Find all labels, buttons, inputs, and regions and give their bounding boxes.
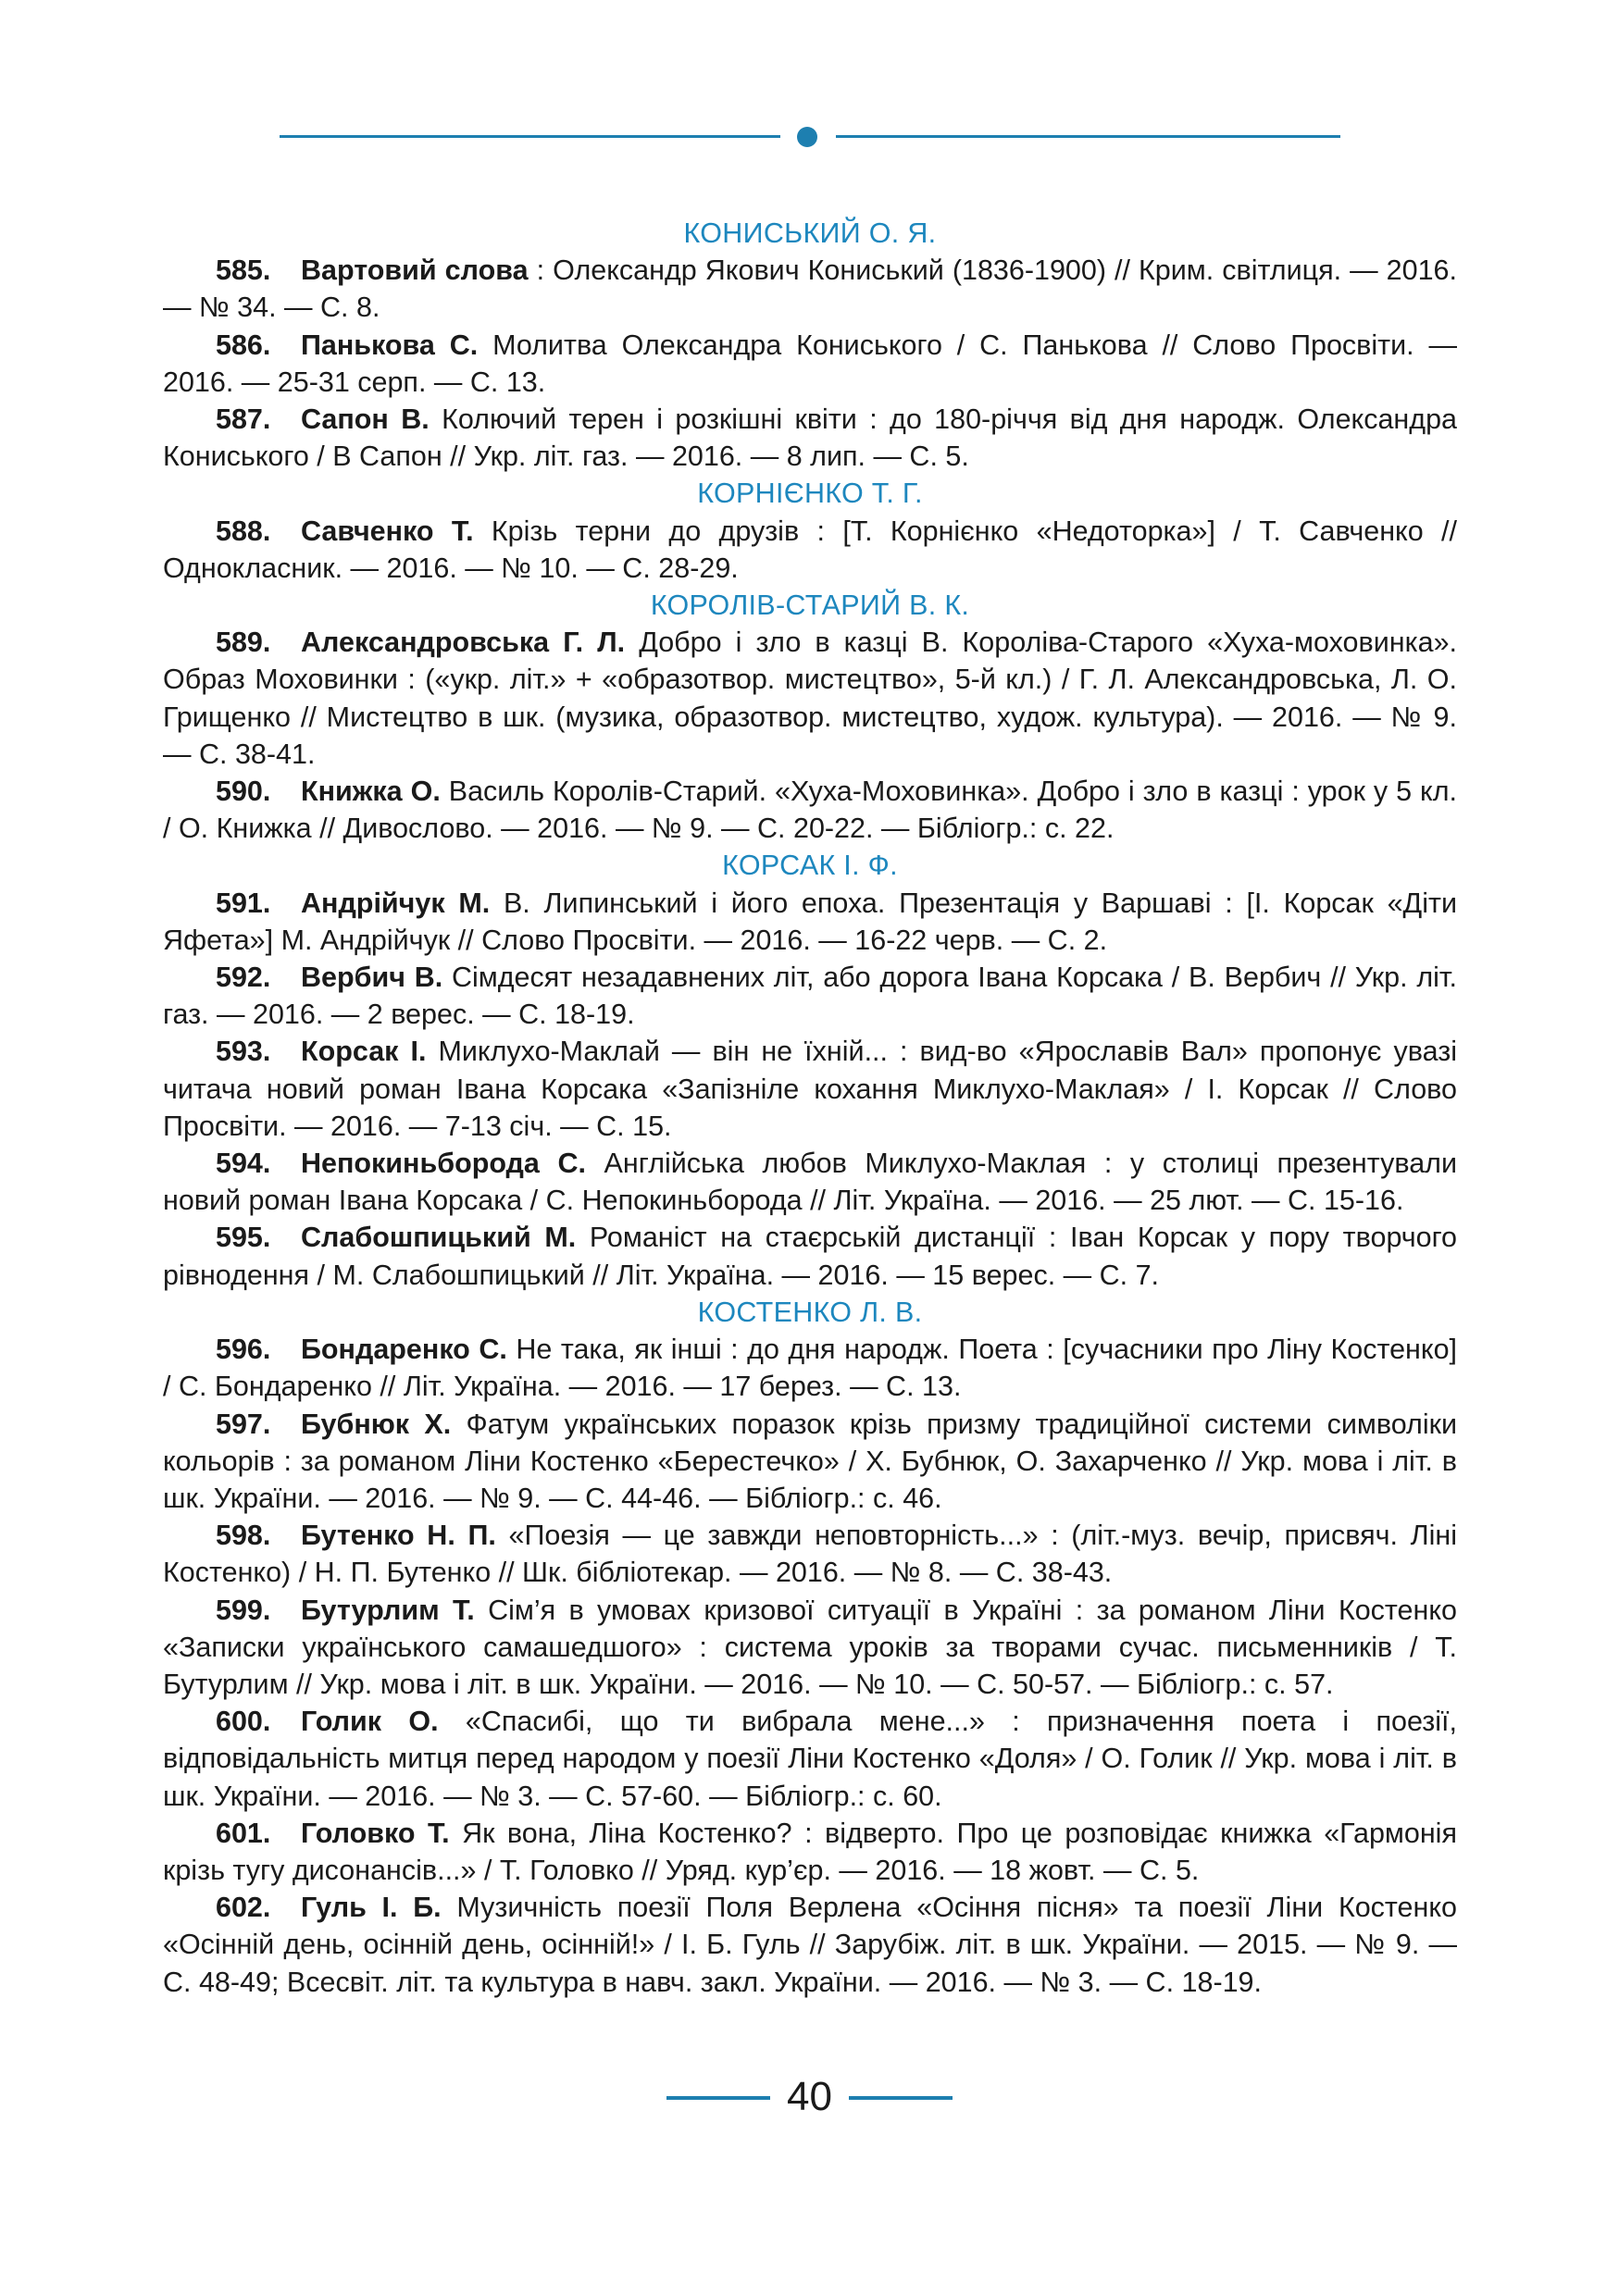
entry-author: Книжка О. [301,776,441,808]
page-number: 40 [787,2074,832,2119]
entry-number: 592. [216,962,271,994]
entry-number: 586. [216,329,271,361]
entry-text: Фатум українських поразок крізь призму традиційної системи символіки кольорів : за романом Ліни Костенко «Берестечко» / Х. Бубнюк, О. Захарченко // Укр. мова і літ. в шк. України. — 2016. — № 9. — С. 44-46. — Бібліогр.: с. 46. [163,1408,1457,1514]
bibliography-entry [163,1592,1457,1704]
bibliography-entry [163,401,1457,475]
bibliography-entry [163,327,1457,401]
section-heading: КОНИСЬКИЙ О. Я. [683,217,937,249]
header-dot-ornament [797,127,817,147]
entry-author: Гуль І. Б. [301,1892,442,1924]
bibliography-entry [163,885,1457,959]
entry-text: Василь Королів-Старий. «Хуха-Моховинка». Добро і зло в казці : урок у 5 кл. / О. Книжка // Дивослово. — 2016. — № 9. — С. 20-22. — Бібліогр.: с. 22. [163,776,1457,845]
entry-author: Андрійчук М. [301,887,491,919]
entry-text: Романіст на стаєрській дистанції : Іван Корсак у пору творчого рівнодення / М. Слабошпицький // Літ. Україна. — 2016. — 15 верес. — С. 7. [163,1222,1458,1291]
section-heading: КОСТЕНКО Л. В. [697,1296,923,1328]
entry-number: 596. [216,1334,271,1366]
entry-number: 595. [216,1222,271,1254]
bibliography-entry [163,624,1457,773]
bibliography-entry [163,1406,1457,1518]
entry-text: : Олександр Якович Кониський (1836-1900) // Крим. світлиця. — 2016. — № 34. — С. 8. [163,254,1457,324]
section-heading: КОРНІЄНКО Т. Г. [697,478,923,510]
entry-text: Добро і зло в казці В. Короліва-Старого «Хуха-моховинка». Образ Моховинки : («укр. літ.» + «образотвор. мистецтво», 5-й кл.) / Г. Л. Александровська, Л. О. Грищенко // Мистецтво в шк. (музика, образотвор. мистецтво, худож. культура). — 2016. — № 9. — С. 38-41. [163,627,1458,770]
entry-text: Колючий терен і розкішні квіти : до 180-річчя від дня народж. Олександра Кониського / В Сапон // Укр. літ. газ. — 2016. — 8 лип. — С. 5. [163,403,1457,473]
section-heading: КОРОЛІВ-СТАРИЙ В. К. [650,590,970,622]
entry-text: Не така, як інші : до дня народж. Поета : [сучасники про Ліну Костенко] / С. Бондаренко // Літ. Україна. — 2016. — 17 берез. — С. 13. [163,1334,1458,1403]
bibliography-entry [163,1331,1457,1405]
entry-author: Вербич В. [301,962,443,994]
entry-author: Бутенко Н. П. [301,1520,496,1552]
entry-author: Непокиньборода С. [301,1148,586,1180]
bibliography-entry [163,1145,1457,1219]
entry-number: 599. [216,1594,271,1626]
entry-number: 602. [216,1892,271,1924]
bibliography-entry [163,1517,1457,1591]
entry-author: Савченко Т. [301,515,474,547]
entry-number: 594. [216,1148,271,1180]
bibliography-content [163,215,1457,2001]
bibliography-entry [163,1219,1457,1293]
entry-author: Бубнюк Х. [301,1408,452,1440]
footer-rule-right [849,2096,953,2100]
bibliography-entry [163,1033,1457,1145]
bibliography-entry [163,1815,1457,1889]
entry-text: Сім’я в умовах кризової ситуації в Україні : за романом Ліни Костенко «Записки українського самашедшого» : система уроків за творами сучас. письменників / Т. Бутурлим // Укр. мова і літ. в шк. України. — 2016. — № 10. — С. 50-57. — Бібліогр.: с. 57. [163,1594,1458,1700]
entry-number: 597. [216,1408,271,1440]
entry-text: Як вона, Ліна Костенко? : відверто. Про це розповідає книжка «Гармонія крізь тугу дисонансів...» / Т. Головко // Уряд. кур’єр. — 2016. — 18 жовт. — С. 5. [163,1817,1457,1886]
header-rule-right [836,135,1340,138]
entry-number: 588. [216,515,271,547]
bibliography-entry [163,1889,1457,2001]
entry-text: Музичність поезії Поля Верлена «Осіння пісня» та поезії Ліни Костенко «Осінній день, осінній день, осінній!» / І. Б. Гуль // Зарубіж. літ. в шк. України. — 2015. — № 9. — С. 48-49; Всесвіт. літ. та культура в навч. закл. України. — 2016. — № 3. — С. 18-19. [163,1892,1458,1998]
bibliography-entry [163,513,1457,587]
entry-text: «Поезія — це завжди неповторність...» : (літ.-муз. вечір, присвяч. Ліні Костенко) / Н. П. Бутенко // Шк. бібліотекар. — 2016. — № 8. — С. 38-43. [163,1520,1458,1589]
entry-number: 598. [216,1520,271,1552]
entry-text: Крізь терни до друзів : [Т. Корнієнко «Недоторка»] / Т. Савченко // Однокласник. — 2016. — № 10. — С. 28-29. [163,515,1457,584]
entry-author: Вартовий слова [301,254,529,287]
entry-text: «Спасибі, що ти вибрала мене...» : призначення поета і поезії, відповідальність митця перед народом у поезії Ліни Костенко «Доля» / О. Голик // Укр. мова і літ. в шк. України. — 2016. — № 3. — С. 57-60. — Бібліогр.: с. 60. [163,1706,1457,1812]
section-heading: КОРСАК І. Ф. [722,850,898,882]
entry-number: 600. [216,1706,271,1738]
entry-author: Головко Т. [301,1817,450,1849]
entry-author: Сапон В. [301,403,430,436]
entry-number: 587. [216,403,271,436]
entry-author: Бондаренко С. [301,1334,507,1366]
entry-number: 601. [216,1817,271,1849]
entry-text: Сімдесят незадавнених літ, або дорога Івана Корсака / В. Вербич // Укр. літ. газ. — 2016. — 2 верес. — С. 18-19. [163,962,1457,1031]
entry-text: Молитва Олександра Кониського / С. Панькова // Слово Просвіти. — 2016. — 25-31 серп. — С. 13. [163,329,1457,398]
header-rule-left [280,135,780,138]
entry-author: Голик О. [301,1706,439,1738]
entry-number: 585. [216,254,271,287]
entry-number: 590. [216,776,271,808]
entry-number: 591. [216,887,271,919]
entry-author: Панькова С. [301,329,479,361]
entry-author: Корсак І. [301,1036,427,1068]
entry-text: Миклухо-Маклай — він не їхній... : вид-во «Ярославів Вал» пропонує увазі читача новий роман Івана Корсака «Запізніле кохання Миклухо-Маклая» / І. Корсак // Слово Просвіти. — 2016. — 7-13 січ. — С. 15. [163,1036,1457,1142]
entry-author: Бутурлим Т. [301,1594,475,1626]
entry-text: Англійська любов Миклухо-Маклая : у столиці презентували новий роман Івана Корсака / С. Непокиньборода // Літ. Україна. — 2016. — 25 лют. — С. 15-16. [163,1148,1457,1217]
entry-text: В. Липинський і його епоха. Презентація у Варшаві : [І. Корсак «Діти Яфета»] М. Андрійчук // Слово Просвіти. — 2016. — 16-22 черв. — С. 2. [163,887,1457,956]
entry-number: 593. [216,1036,271,1068]
entry-number: 589. [216,627,271,659]
bibliography-entry [163,959,1457,1033]
entry-author: Слабошпицький М. [301,1222,577,1254]
footer-rule-left [666,2096,770,2100]
entry-author: Александровська Г. Л. [301,627,626,659]
bibliography-entry [163,773,1457,847]
bibliography-entry [163,1703,1457,1815]
bibliography-entry [163,252,1457,326]
